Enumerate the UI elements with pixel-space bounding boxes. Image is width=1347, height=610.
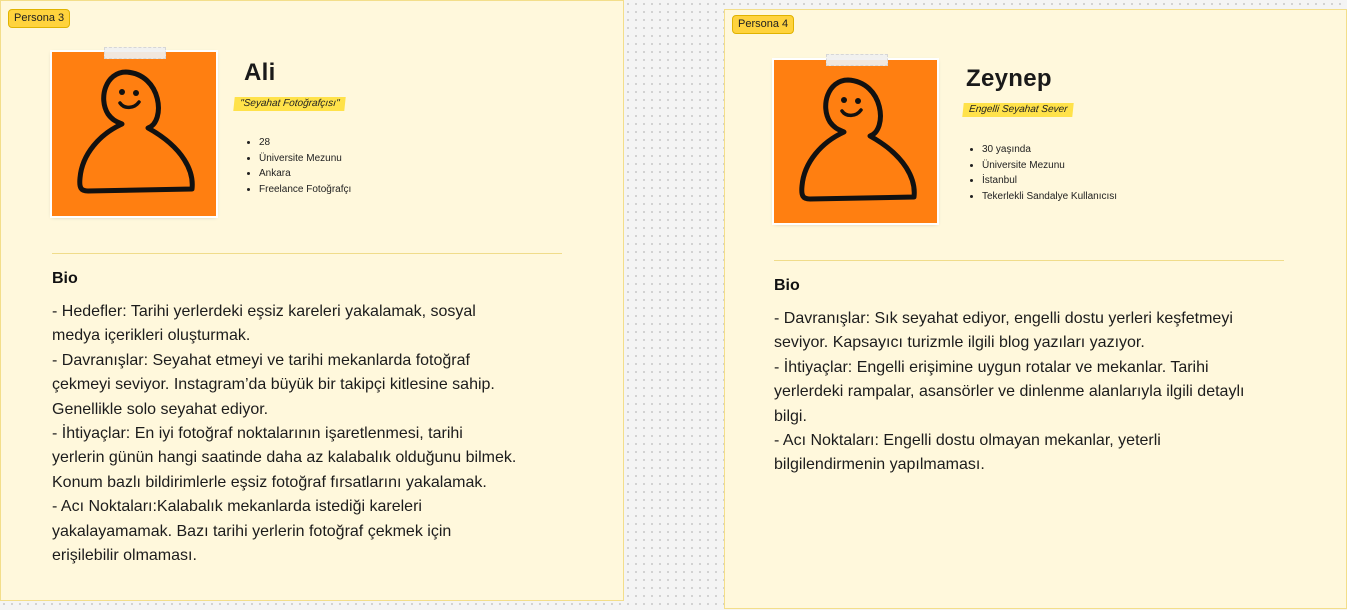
fact-item: • 30 yaşında <box>982 142 1117 158</box>
bio-line: bilgilendirmenin yapılmaması. <box>774 456 985 474</box>
persona-card-4[interactable] <box>724 9 1347 609</box>
fact-item: • Freelance Fotoğrafçı <box>259 182 351 198</box>
persona-photo <box>52 52 216 216</box>
bio-line: - Hedefler: Tarihi yerlerdeki eşsiz kareleri yakalamak, sosyal <box>52 303 476 320</box>
bio-line: yakalayamamak. Bazı tarihi yerlerin fotoğraf çekmek için <box>52 522 452 540</box>
bio-line: - Acı Noktaları: Engelli dostu olmayan mekanlar, yeterli <box>774 432 1161 450</box>
fact-item: • 28 <box>259 135 351 151</box>
bio-line: medya içerikleri oluşturmak. <box>52 327 251 345</box>
persona-name: Ali <box>244 59 276 86</box>
persona-tag[interactable]: Persona 4 <box>732 15 794 34</box>
person-doodle-icon <box>774 60 938 224</box>
fact-item: • İstanbul <box>982 173 1117 189</box>
fact-item: • Üniversite Mezunu <box>982 158 1117 174</box>
bio-line: - Davranışlar: Seyahat etmeyi ve tarihi mekanlarda fotoğraf <box>52 351 470 369</box>
divider <box>774 260 1284 261</box>
persona-photo <box>774 60 937 223</box>
bio-title: Bio <box>52 270 78 287</box>
bio-title: Bio <box>774 277 800 294</box>
bio-line: - Davranışlar: Sık seyahat ediyor, engelli dostu yerleri keşfetmeyi <box>774 310 1233 327</box>
divider <box>52 253 562 254</box>
bio-line: Konum bazlı bildirimlerle eşsiz fotoğraf fırsatlarını yakalamak. <box>52 473 487 491</box>
bio-text <box>52 300 516 568</box>
persona-facts <box>243 135 351 197</box>
fact-item: • Üniversite Mezunu <box>259 151 351 167</box>
photo-tape <box>826 54 888 66</box>
bio-line: Genellikle solo seyahat ediyor. <box>52 400 269 418</box>
persona-role: "Seyahat Fotoğrafçısı" <box>233 97 346 111</box>
bio-line: yerlerin günün hangi saatinde daha az kalabalık olduğunu bilmek. <box>52 449 517 467</box>
bio-line: çekmeyi seviyor. Instagram’da büyük bir takipçi kitlesine sahip. <box>52 376 495 394</box>
photo-tape <box>104 47 166 59</box>
bio-line: erişilebilir olmaması. <box>52 547 197 565</box>
persona-name: Zeynep <box>966 65 1052 92</box>
person-doodle-icon <box>52 52 216 216</box>
bio-text <box>774 307 1244 478</box>
bio-line: bilgi. <box>774 407 807 425</box>
bio-line: - İhtiyaçlar: En iyi fotoğraf noktalarının işaretlenmesi, tarihi <box>52 425 463 443</box>
fact-item: • Ankara <box>259 166 351 182</box>
persona-tag[interactable]: Persona 3 <box>8 9 70 28</box>
bio-line: - İhtiyaçlar: Engelli erişimine uygun rotalar ve mekanlar. Tarihi <box>774 358 1209 376</box>
persona-facts <box>966 142 1117 204</box>
persona-card-3[interactable] <box>0 0 624 601</box>
bio-line: yerlerdeki rampalar, asansörler ve dinlenme alanlarıyla ilgili detaylı <box>774 383 1245 401</box>
bio-line: seviyor. Kapsayıcı turizmle ilgili blog yazıları yazıyor. <box>774 334 1145 352</box>
fact-item: • Tekerlekli Sandalye Kullanıcısı <box>982 189 1117 205</box>
bio-line: - Acı Noktaları:Kalabalık mekanlarda istediği kareleri <box>52 498 422 516</box>
persona-role: Engelli Seyahat Sever <box>962 103 1074 117</box>
